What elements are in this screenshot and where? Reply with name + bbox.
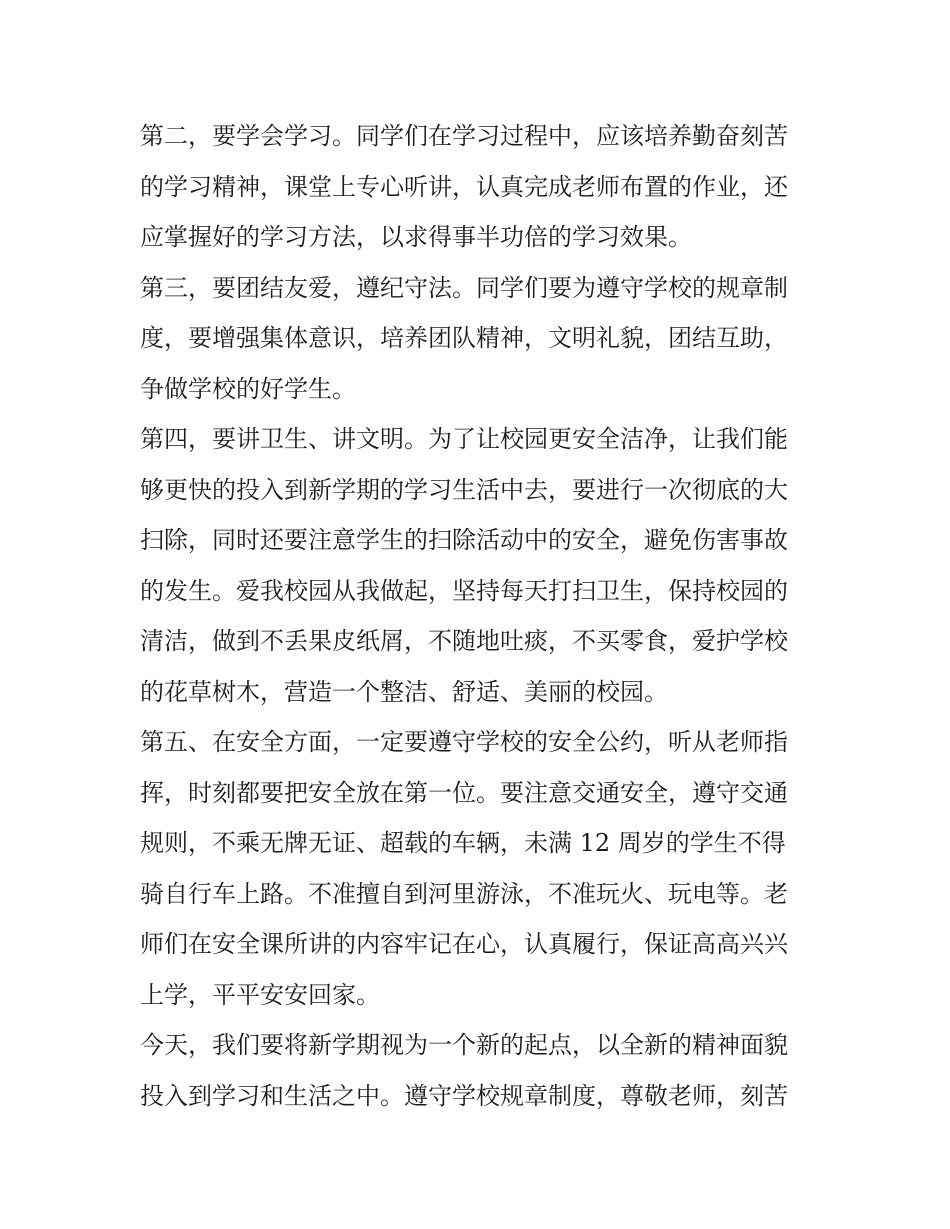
text-line: 师们在安全课所讲的内容牢记在心，认真履行，保证高高兴兴: [140, 930, 788, 958]
text-line: 投入到学习和生活之中。遵守学校规章制度，尊敬老师，刻苦: [140, 1081, 788, 1110]
text-line: 扫除，同时还要注意学生的扫除活动中的安全，避免伤害事故: [140, 526, 788, 554]
text-line: 第三，要团结友爱，遵纪守法。同学们要为遵守学校的规章制: [140, 273, 788, 302]
paragraph-new-start: [140, 1020, 812, 1121]
paragraph-unity: [140, 263, 812, 415]
text-line: 挥，时刻都要把安全放在第一位。要注意交通安全，遵守交通: [140, 778, 788, 807]
text-line: 够更快的投入到新学期的学习生活中去，要进行一次彻底的大: [140, 475, 788, 504]
text-line: 上学，平平安安回家。: [140, 980, 380, 1009]
text-line: 清洁，做到不丢果皮纸屑，不随地吐痰，不买零食，爱护学校: [140, 627, 788, 655]
text-line: 度，要增强集体意识，培养团队精神，文明礼貌，团结互助，: [140, 324, 788, 352]
text-line: 的学习精神，课堂上专心听讲，认真完成老师布置的作业，还: [140, 172, 788, 201]
paragraph-safety: [140, 717, 812, 1020]
paragraph-study: [140, 111, 812, 263]
text-line: 第五、在安全方面，一定要遵守学校的安全公约，听从老师指: [140, 728, 788, 756]
text-line: 争做学校的好学生。: [140, 374, 356, 403]
text-line: 应掌握好的学习方法，以求得事半功倍的学习效果。: [140, 223, 692, 251]
text-line: 第二，要学会学习。同学们在学习过程中，应该培养勤奋刻苦: [140, 122, 788, 150]
text-line: 的花草树木，营造一个整洁、舒适、美丽的校园。: [140, 677, 668, 706]
text-line: 今天，我们要将新学期视为一个新的起点，以全新的精神面貌: [140, 1031, 788, 1059]
text-line: 的发生。爱我校园从我做起，坚持每天打扫卫生，保持校园的: [140, 576, 788, 605]
paragraph-hygiene: [140, 414, 812, 717]
text-line: 第四，要讲卫生、讲文明。为了让校园更安全洁净，让我们能: [140, 425, 788, 453]
text-line: 骑自行车上路。不准擅自到河里游泳，不准玩火、玩电等。老: [140, 879, 788, 908]
document-body: [140, 106, 812, 1121]
text-line: 规则，不乘无牌无证、超载的车辆，未满 12 周岁的学生不得: [140, 829, 786, 857]
